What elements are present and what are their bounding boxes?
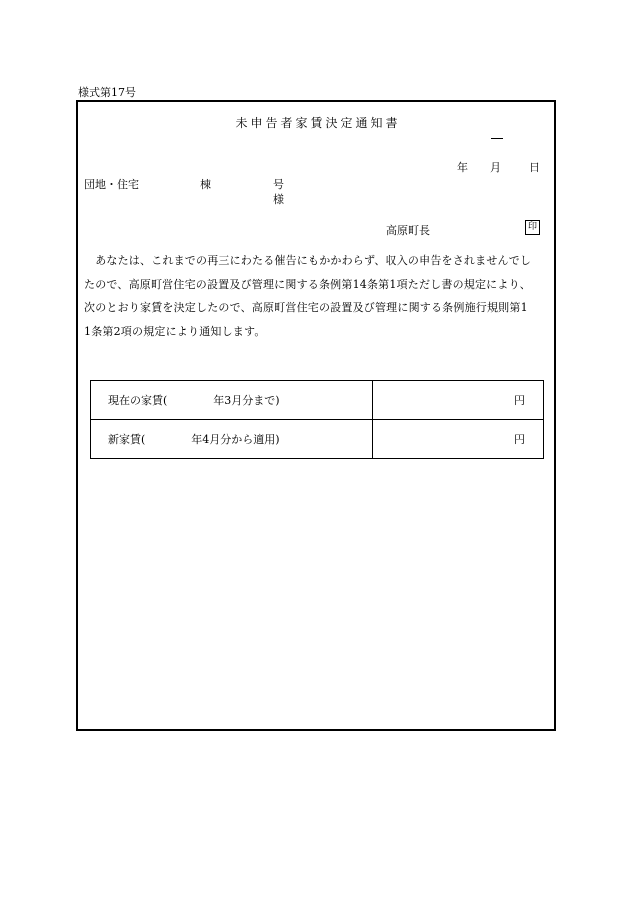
notice-body [84,249,552,343]
notice-frame [76,100,556,731]
table-row [91,381,544,420]
body-line: 次のとおり家賃を決定したので、高原町営住宅の設置及び管理に関する条例施行規則第1 [84,301,528,314]
document-title: 未申告者家賃決定通知書 [235,116,401,130]
unit-number-label: 号 [273,178,284,191]
building-label: 棟 [200,178,211,191]
seal-icon: 印 [525,220,540,235]
current-rent-amount [373,381,544,420]
body-line: たので、高原町営住宅の設置及び管理に関する条例第14条第1項ただし書の規定により、 [84,277,531,291]
new-rent-unit: 円 [514,433,525,446]
current-rent-prefix: 現在の家賃( [108,394,168,407]
current-rent-unit: 円 [514,394,525,407]
current-rent-label [91,381,373,420]
new-rent-label [91,420,373,459]
body-line: あなたは、これまでの再三にわたる催告にもかかわらず、収入の申告をされませんでし [84,254,532,267]
current-rent-suffix: 年3月分まで) [213,394,280,407]
honorific-label: 様 [273,193,284,206]
form-number: 様式第17号 [78,86,136,99]
new-rent-prefix: 新家賃( [108,433,146,446]
date-month-label: 月 [490,161,501,174]
new-rent-amount [373,420,544,459]
issuer-name: 高原町長 [386,224,430,237]
rent-table [90,380,544,459]
date-dash-line [491,138,503,139]
new-rent-suffix: 年4月分から適用) [191,433,280,446]
date-year-label: 年 [457,161,468,174]
body-line: 1条第2項の規定により通知します。 [84,324,266,338]
date-day-label: 日 [529,161,540,174]
table-row [91,420,544,459]
estate-label: 団地・住宅 [84,178,139,191]
